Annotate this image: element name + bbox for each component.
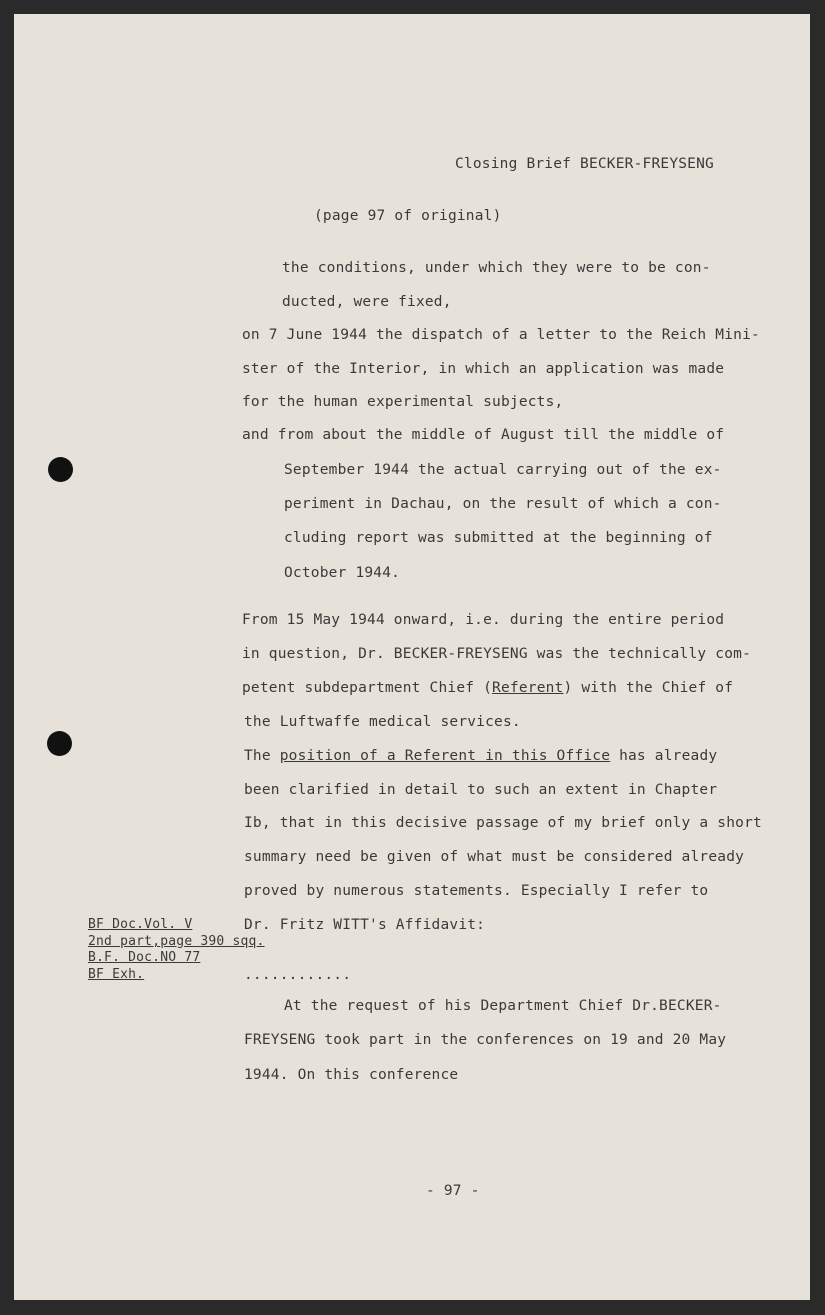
ellipsis: ............ bbox=[244, 967, 352, 983]
header-title: Closing Brief BECKER-FREYSENG bbox=[455, 156, 714, 172]
margin-note-line: B.F. Doc.NO 77 bbox=[88, 950, 201, 965]
text-line: cluding report was submitted at the beginning of bbox=[284, 530, 713, 546]
document-page bbox=[14, 14, 810, 1300]
text-line: From 15 May 1944 onward, i.e. during the entire period bbox=[242, 612, 725, 628]
punch-hole-top bbox=[48, 457, 73, 482]
text-line: October 1944. bbox=[284, 565, 401, 581]
text-line: proved by numerous statements. Especially I refer to bbox=[244, 883, 709, 899]
text-line: for the human experimental subjects, bbox=[242, 394, 564, 410]
text-line bbox=[242, 679, 733, 697]
text-line: the conditions, under which they were to be con- bbox=[282, 260, 711, 276]
text-line: 1944. On this conference bbox=[244, 1067, 459, 1083]
page-reference: (page 97 of original) bbox=[314, 208, 502, 224]
text-line: in question, Dr. BECKER-FREYSENG was the technically com- bbox=[242, 646, 751, 662]
text-line: been clarified in detail to such an extent in Chapter bbox=[244, 782, 718, 798]
text-line: September 1944 the actual carrying out of the ex- bbox=[284, 462, 722, 478]
referent-term: Referent bbox=[492, 680, 564, 696]
text-line: summary need be given of what must be considered already bbox=[244, 849, 745, 865]
text-line: periment in Dachau, on the result of which a con- bbox=[284, 496, 722, 512]
text-line: on 7 June 1944 the dispatch of a letter to the Reich Mini- bbox=[242, 327, 760, 343]
text-line: and from about the middle of August till the middle of bbox=[242, 427, 725, 443]
text-line: Ib, that in this decisive passage of my brief only a short bbox=[244, 815, 762, 831]
margin-note-line: 2nd part,page 390 sqq. bbox=[88, 934, 265, 949]
margin-note-line: BF Exh. bbox=[88, 967, 145, 982]
underlined-phrase: position of a Referent in this Office bbox=[279, 748, 611, 764]
text-line: ducted, were fixed, bbox=[282, 294, 452, 310]
text-segment: petent subdepartment Chief ( bbox=[242, 680, 493, 696]
text-line: the Luftwaffe medical services. bbox=[244, 714, 521, 730]
margin-note-line: BF Doc.Vol. V bbox=[88, 917, 193, 932]
text-line: Dr. Fritz WITT's Affidavit: bbox=[244, 917, 486, 933]
page-number: - 97 - bbox=[426, 1183, 480, 1199]
text-segment: ) with the Chief of bbox=[563, 680, 734, 696]
punch-hole-bottom bbox=[47, 731, 72, 756]
text-line bbox=[244, 747, 717, 765]
text-line: At the request of his Department Chief Dr.BECKER- bbox=[284, 998, 722, 1014]
text-line: ster of the Interior, in which an application was made bbox=[242, 361, 725, 377]
text-segment: has already bbox=[610, 748, 718, 764]
text-line: FREYSENG took part in the conferences on 19 and 20 May bbox=[244, 1032, 727, 1048]
text-segment: The bbox=[244, 748, 280, 764]
